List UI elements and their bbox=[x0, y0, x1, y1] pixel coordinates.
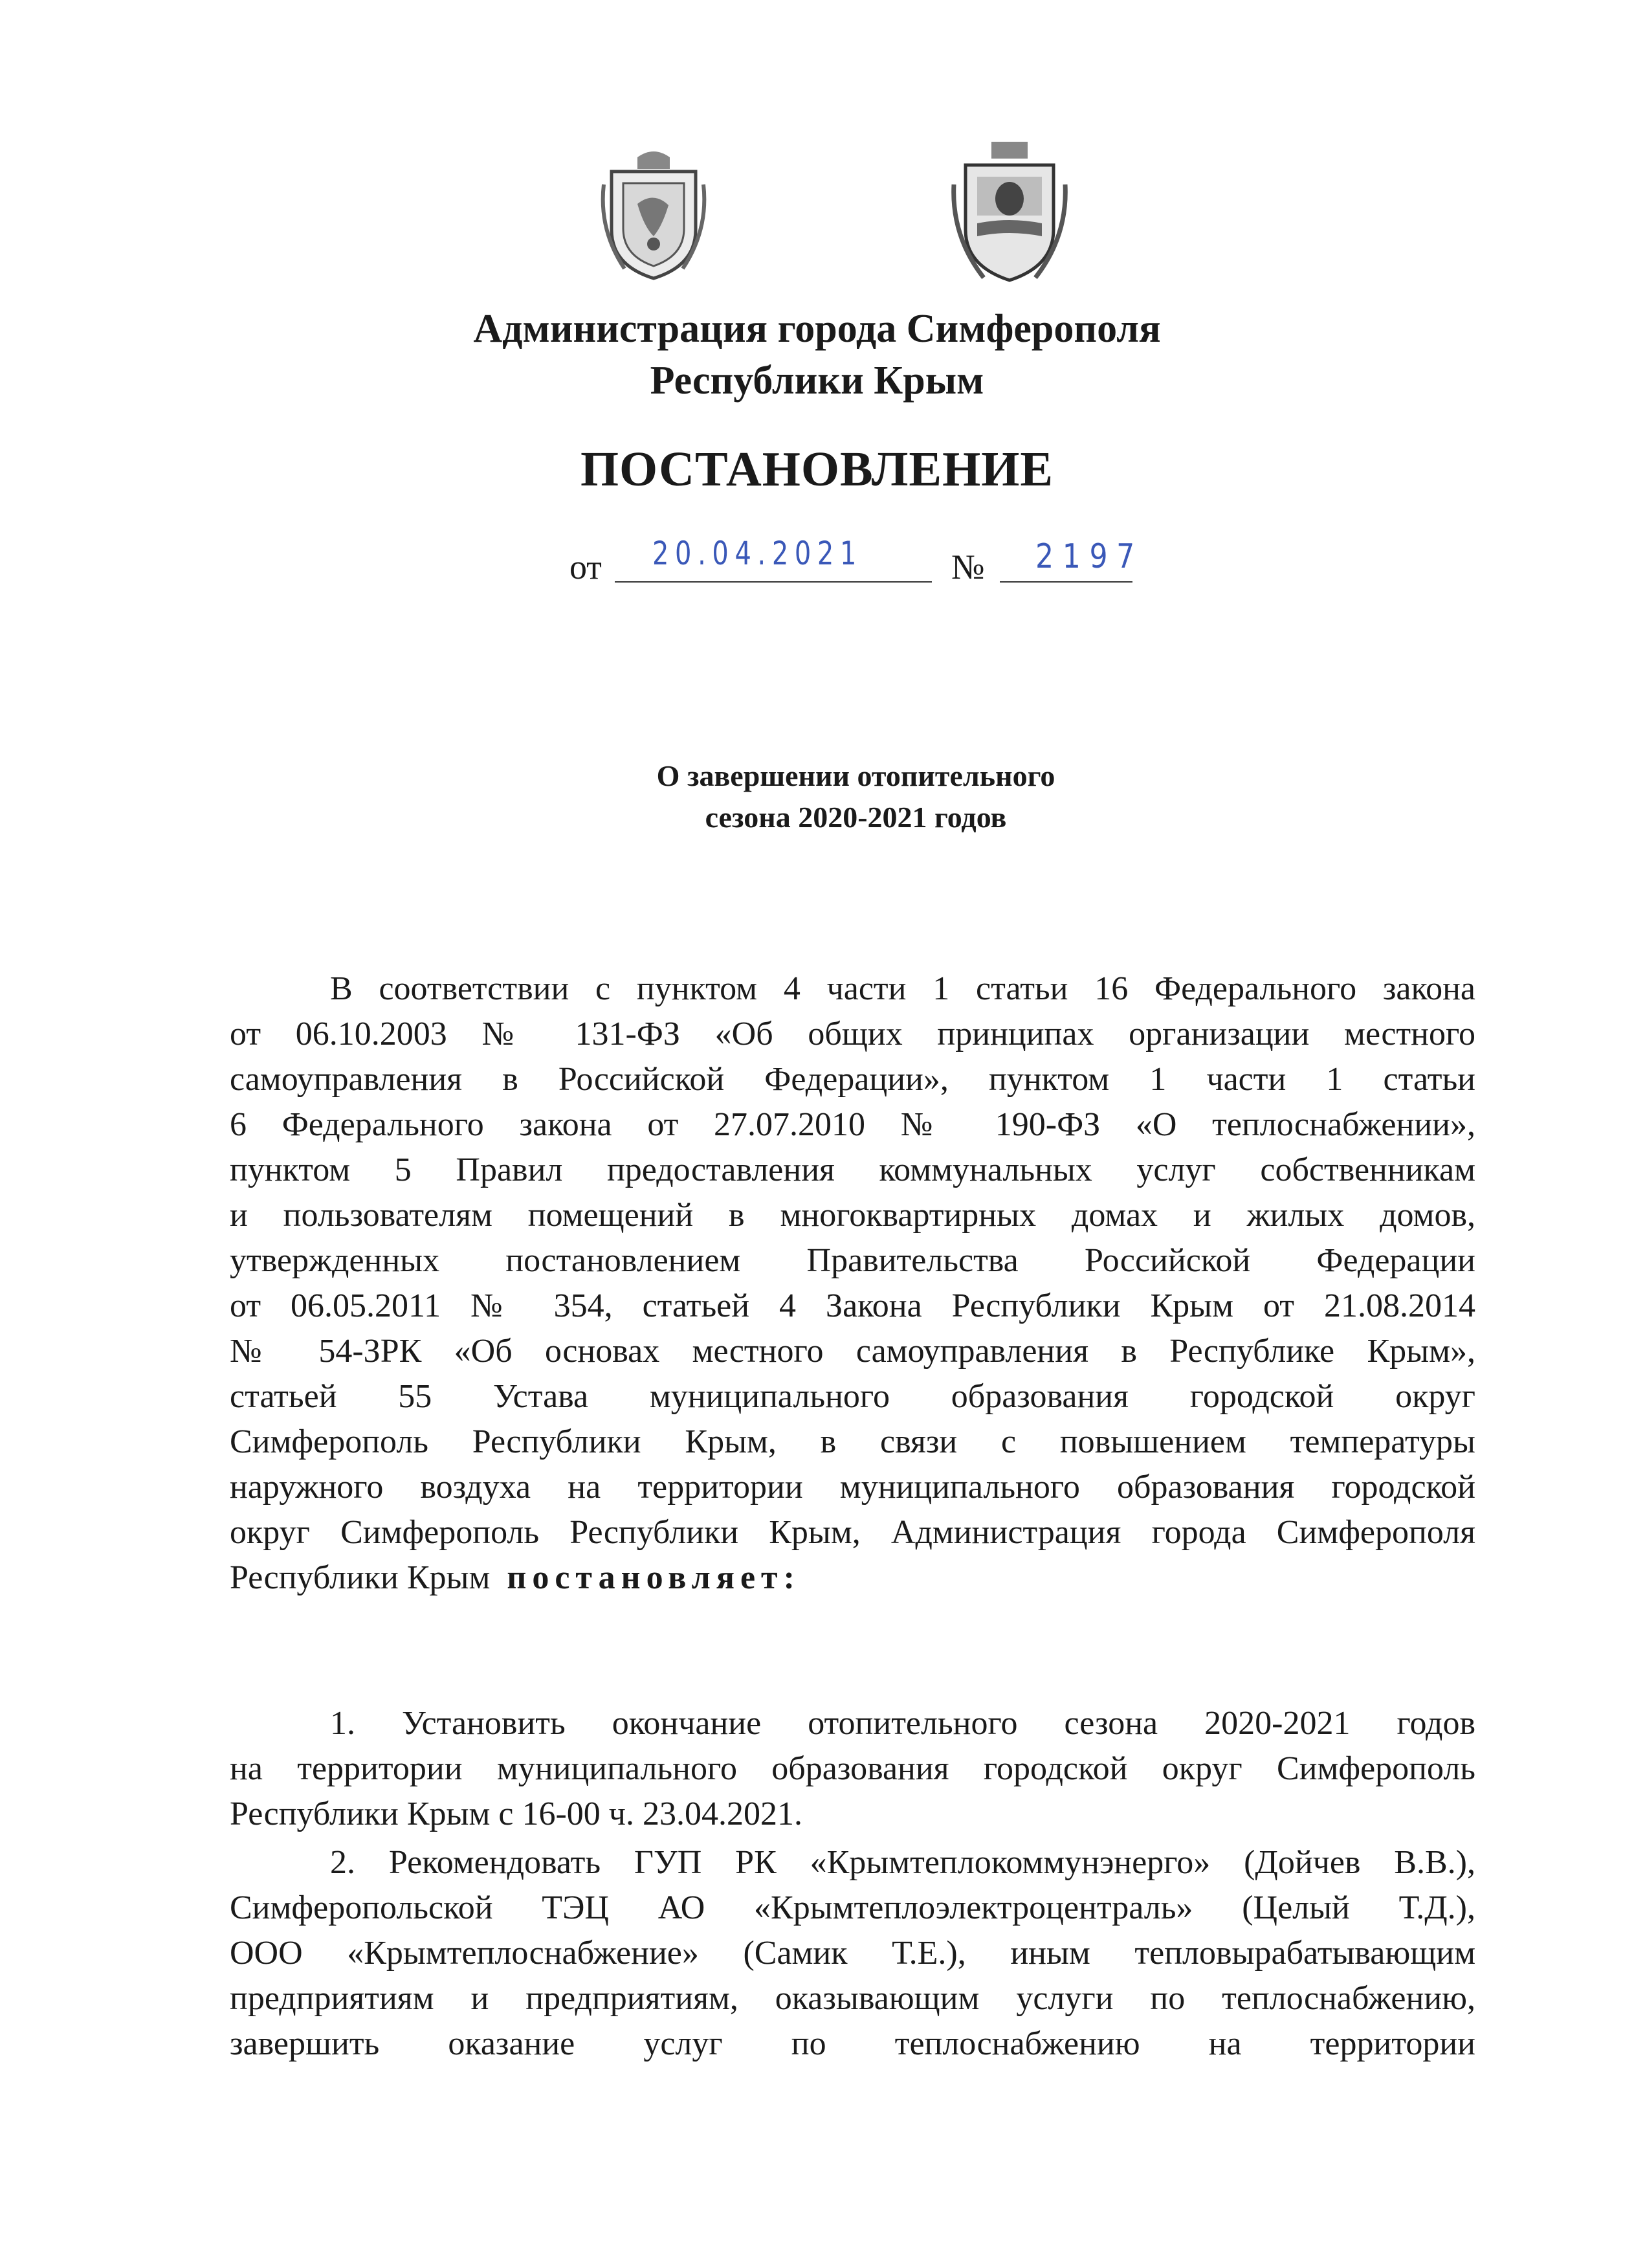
preamble-line: 6 Федерального закона от 27.07.2010 № 190-ФЗ «О теплоснабжении», bbox=[230, 1106, 1475, 1143]
subject-line1: О завершении отопительного bbox=[656, 759, 1055, 792]
preamble-last-prefix: Республики Крым bbox=[230, 1559, 491, 1596]
document-type: ПОСТАНОВЛЕНИЕ bbox=[580, 442, 1054, 496]
item-2-line: предприятиям и предприятиям, оказывающим услуги по теплоснабжению, bbox=[230, 1980, 1475, 2017]
number-prefix-label: № bbox=[951, 548, 985, 586]
preamble-last-line bbox=[230, 1557, 1475, 1599]
preamble-line: и пользователям помещений в многоквартирных домах и жилых домов, bbox=[230, 1197, 1475, 1234]
date-stamp: 20.04.2021 bbox=[652, 535, 863, 572]
preamble-line: Симферополь Республики Крым, в связи с повышением температуры bbox=[230, 1423, 1475, 1460]
number-underline bbox=[1000, 581, 1132, 583]
item-1-line: на территории муниципального образования городской округ Симферополь bbox=[230, 1750, 1475, 1787]
preamble-line: № 54-ЗРК «Об основах местного самоуправления в Республике Крым», bbox=[230, 1333, 1475, 1370]
item-2-line: Симферопольской ТЭЦ АО «Крымтеплоэлектроцентраль» (Целый Т.Д.), bbox=[230, 1889, 1475, 1926]
simferopol-coat-of-arms-icon bbox=[951, 139, 1068, 288]
preamble-line: округ Симферополь Республики Крым, Администрация города Симферополя bbox=[230, 1514, 1475, 1551]
organization-name-line1: Администрация города Симферополя bbox=[473, 307, 1161, 351]
item-2-line: ООО «Крымтеплоснабжение» (Самик Т.Е.), иным тепловырабатывающим bbox=[230, 1935, 1475, 1972]
subject-line2: сезона 2020-2021 годов bbox=[705, 801, 1007, 834]
document-number-stamp: 2197 bbox=[1035, 537, 1143, 576]
preamble-line: утвержденных постановлением Правительства Российской Федерации bbox=[230, 1242, 1475, 1279]
preamble-line: от 06.10.2003 № 131-ФЗ «Об общих принципах организации местного bbox=[230, 1016, 1475, 1052]
preamble-line: статьей 55 Устава муниципального образования городской округ bbox=[230, 1378, 1475, 1415]
item-1-line: 1. Установить окончание отопительного сезона 2020-2021 годов bbox=[330, 1705, 1475, 1742]
preamble-line: пунктом 5 Правил предоставления коммунальных услуг собственникам bbox=[230, 1151, 1475, 1188]
organization-name-line2: Республики Крым bbox=[650, 359, 984, 403]
resolution-keyword: постановляет: bbox=[507, 1559, 800, 1596]
preamble-line: В соответствии с пунктом 4 части 1 статьи 16 Федерального закона bbox=[330, 970, 1475, 1007]
item-2-line: 2. Рекомендовать ГУП РК «Крымтеплокоммунэнерго» (Дойчев В.В.), bbox=[330, 1844, 1475, 1881]
item-1-line: Республики Крым с 16-00 ч. 23.04.2021. bbox=[230, 1796, 802, 1832]
preamble-line: от 06.05.2011 № 354, статьей 4 Закона Республики Крым от 21.08.2014 bbox=[230, 1287, 1475, 1324]
crimea-coat-of-arms-icon bbox=[599, 146, 709, 285]
date-underline bbox=[615, 581, 932, 583]
preamble-line: самоуправления в Российской Федерации», пунктом 1 части 1 статьи bbox=[230, 1061, 1475, 1098]
preamble-line: наружного воздуха на территории муниципального образования городской bbox=[230, 1469, 1475, 1506]
date-prefix-label: от bbox=[569, 548, 602, 586]
item-2-line: завершить оказание услуг по теплоснабжению на территории bbox=[230, 2025, 1475, 2062]
